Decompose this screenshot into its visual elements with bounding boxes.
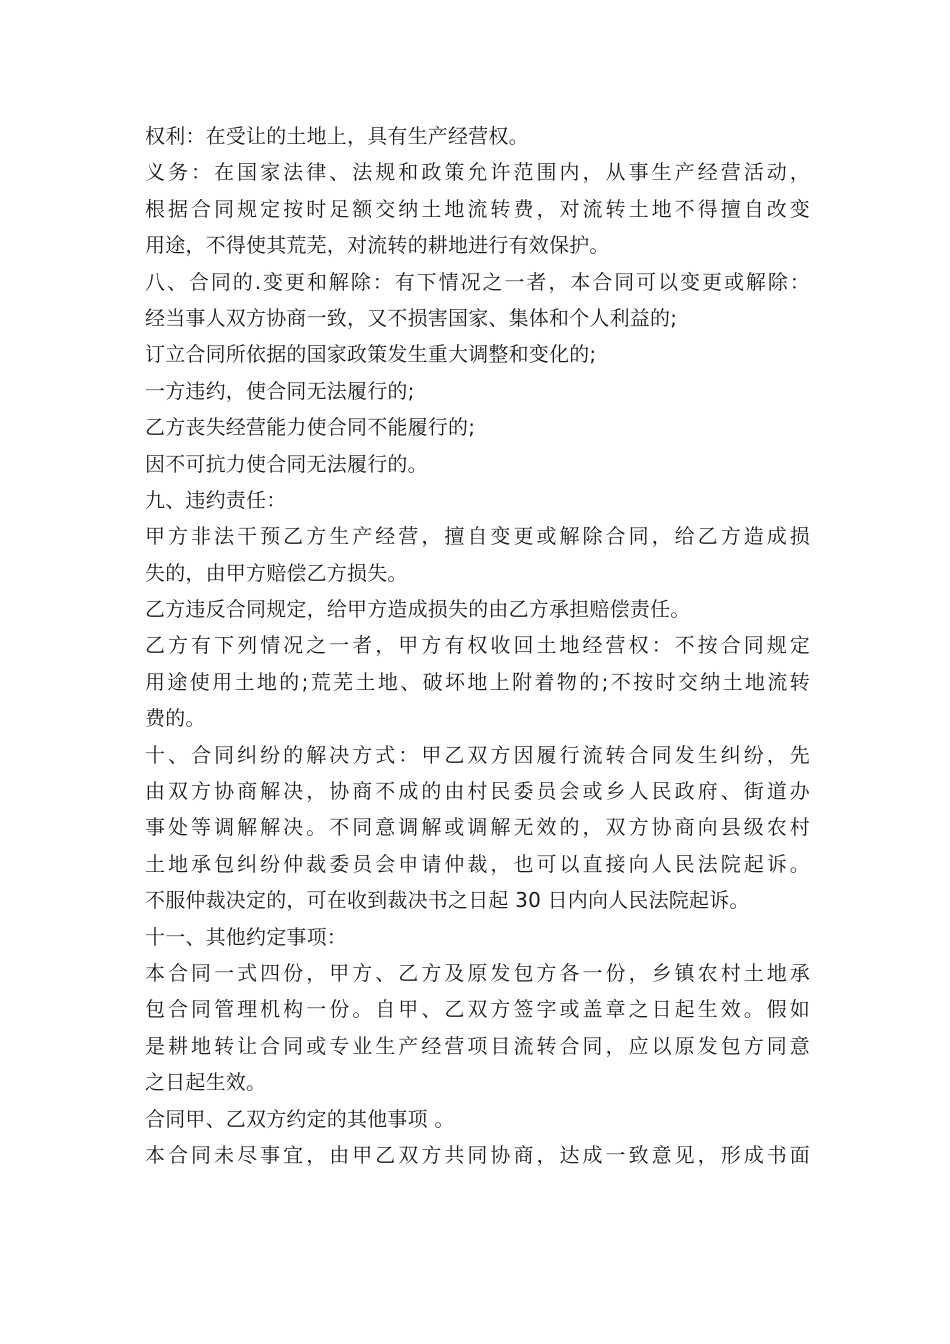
- text-line: 是耕地转让合同或专业生产经营项目流转合同，应以原发包方同意: [145, 1033, 810, 1058]
- text-line: 包合同管理机构一份。自甲、乙双方签字或盖章之日起生效。假如: [145, 997, 810, 1022]
- text-line: 根据合同规定按时足额交纳土地流转费，对流转土地不得擅自改变: [145, 196, 810, 221]
- text-line: 乙方违反合同规定，给甲方造成损失的由乙方承担赔偿责任。: [145, 597, 691, 622]
- text-line: 失的，由甲方赔偿乙方损失。: [145, 560, 408, 585]
- text-line: 由双方协商解决，协商不成的由村民委员会或乡人民政府、街道办: [145, 779, 810, 804]
- text-line: 订立合同所依据的国家政策发生重大调整和变化的;: [145, 342, 597, 367]
- text-line: 一方违约，使合同无法履行的;: [145, 378, 415, 403]
- text-line: 乙方有下列情况之一者，甲方有权收回土地经营权：不按合同规定: [145, 633, 810, 658]
- document-body: [145, 118, 810, 1173]
- text-line: 之日起生效。: [145, 1070, 267, 1095]
- text-line: 用途使用土地的;荒芜土地、破坏地上附着物的;不按时交纳土地流转: [145, 669, 810, 694]
- text-line: 本合同一式四份，甲方、乙方及原发包方各一份，乡镇农村土地承: [145, 960, 810, 985]
- text-line: 因不可抗力使合同无法履行的。: [145, 451, 428, 476]
- text-line: 甲方非法干预乙方生产经营，擅自变更或解除合同，给乙方造成损: [145, 524, 810, 549]
- text-line: 费的。: [145, 706, 206, 731]
- text-line: 本合同未尽事宜，由甲乙双方共同协商，达成一致意见，形成书面: [145, 1142, 810, 1167]
- text-line: 乙方丧失经营能力使合同不能履行的;: [145, 415, 476, 440]
- text-line: 十、合同纠纷的解决方式：甲乙双方因履行流转合同发生纠纷，先: [145, 742, 810, 767]
- text-line: 合同甲、乙双方约定的其他事项 。: [145, 1106, 455, 1131]
- text-line: 权利：在受让的土地上，具有生产经营权。: [145, 124, 529, 148]
- text-line: 经当事人双方协商一致，又不损害国家、集体和个人利益的;: [145, 305, 678, 330]
- text-line: 十一、其他约定事项：: [145, 924, 347, 949]
- text-line: 事处等调解解决。不同意调解或调解无效的，双方协商向县级农村: [145, 815, 810, 840]
- text-line: 八、合同的.变更和解除：有下情况之一者，本合同可以变更或解除：: [145, 269, 810, 294]
- text-line: 义务：在国家法律、法规和政策允许范围内，从事生产经营活动，: [145, 160, 810, 185]
- text-line: 用途，不得使其荒芜，对流转的耕地进行有效保护。: [145, 233, 610, 258]
- text-line: 九、违约责任：: [145, 487, 287, 512]
- text-line: 不服仲裁决定的，可在收到裁决书之日起 30 日内向人民法院起诉。: [145, 888, 750, 913]
- text-line: 土地承包纠纷仲裁委员会申请仲裁，也可以直接向人民法院起诉。: [145, 851, 810, 876]
